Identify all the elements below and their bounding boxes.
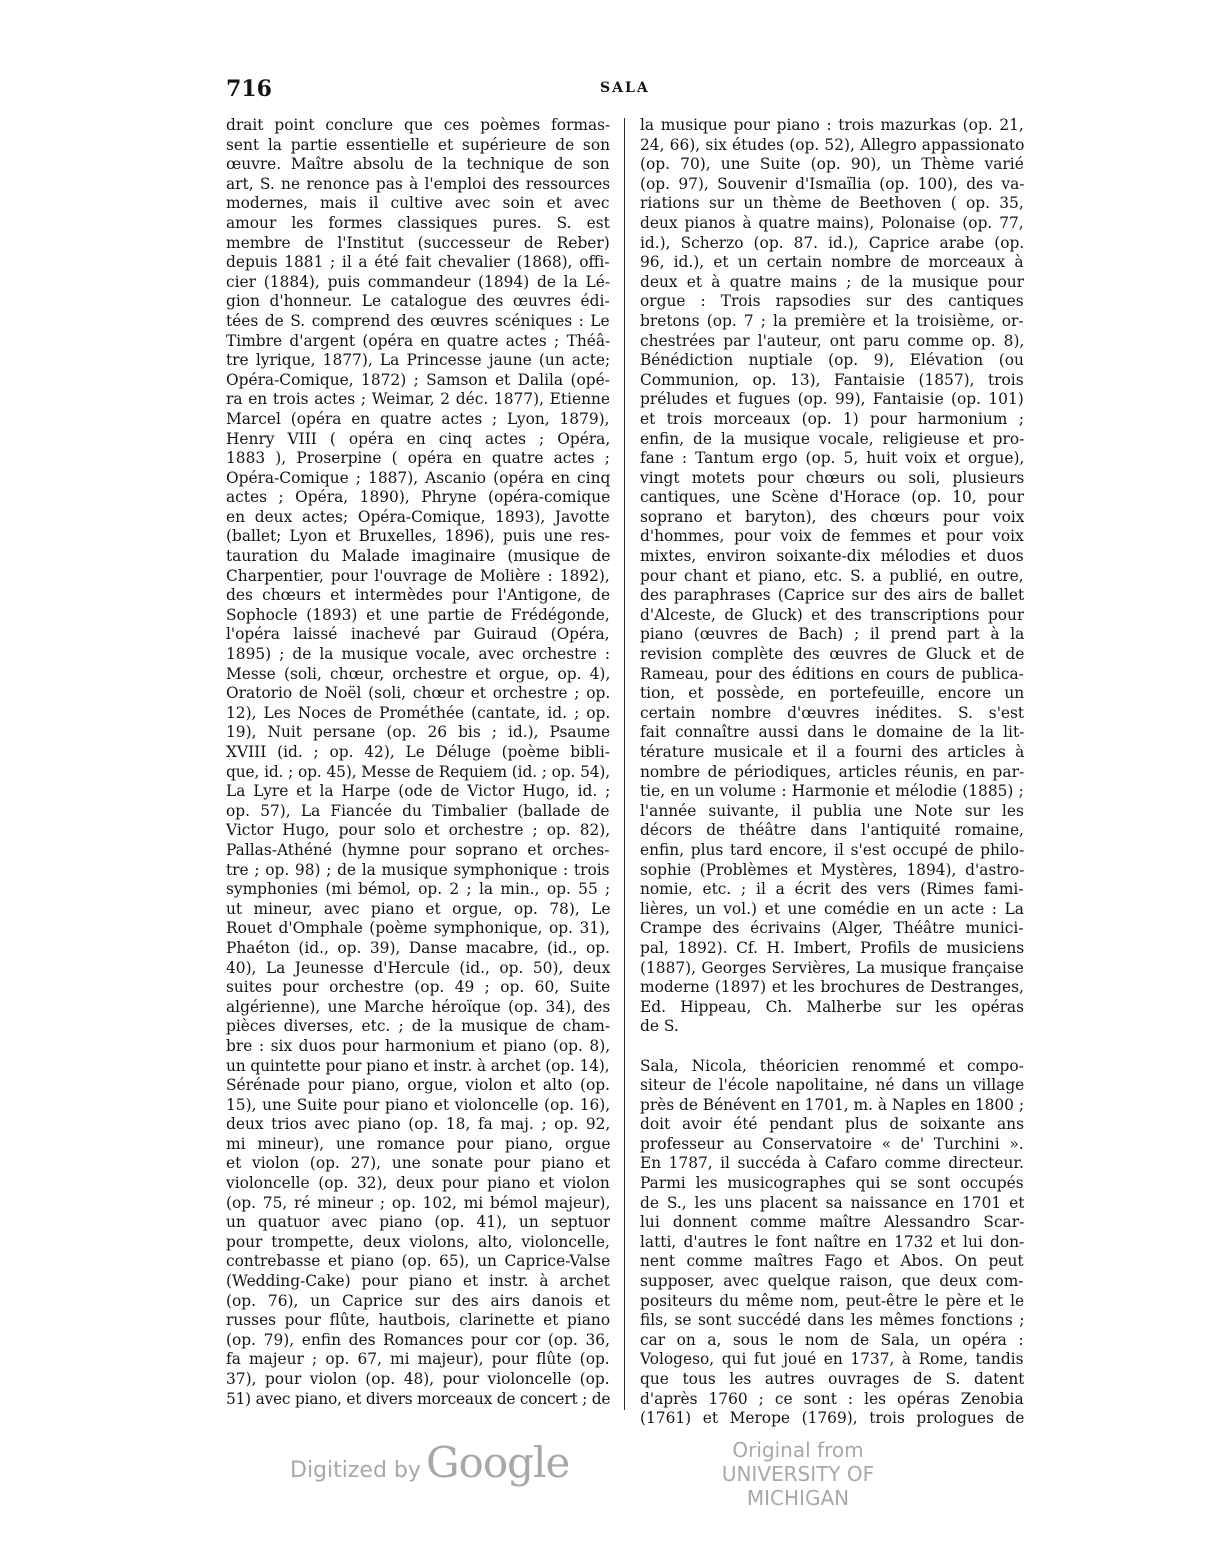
text-line: (op. 79), enfin des Romances pour cor (op. 36, bbox=[226, 1330, 610, 1349]
text-line: bretons (op. 7 ; la première et la troisième, or- bbox=[640, 311, 1024, 330]
text-line: l'opéra laissé inachevé par Guiraud (Opéra, bbox=[226, 625, 610, 644]
running-head: SALA bbox=[600, 80, 650, 96]
text-line: XVIII (id. ; op. 42), Le Déluge (poème bibli- bbox=[226, 743, 610, 761]
text-line: Rameau, pour des éditions en cours de publica- bbox=[640, 664, 1024, 683]
text-line: œuvre. Maître absolu de la technique de son bbox=[226, 155, 610, 174]
text-line: symphonies (mi bémol, op. 2 ; la min., op. 55 ; bbox=[226, 880, 610, 899]
text-line: moderne (1897) et les brochures de Destranges, bbox=[640, 978, 1024, 997]
text-line: (1887), Georges Servières, La musique française bbox=[640, 958, 1024, 977]
text-line: car on a, sous le nom de Sala, un opéra : bbox=[640, 1330, 1024, 1349]
text-line: Ed. Hippeau, Ch. Malherbe sur les opéras bbox=[640, 997, 1024, 1016]
text-line: Victor Hugo, pour solo et orchestre ; op. 82), bbox=[226, 821, 610, 840]
text-line: 40), La Jeunesse d'Hercule (id., op. 50), deux bbox=[226, 958, 610, 977]
text-line: Charpentier, pour l'ouvrage de Molière : 1892), bbox=[226, 566, 610, 585]
text-line: tion, et possède, en portefeuille, encore un bbox=[640, 684, 1024, 703]
text-line: mixtes, environ soixante-dix mélodies et duos bbox=[640, 547, 1024, 566]
text-line: 96, id.), et un certain nombre de morceaux à bbox=[640, 253, 1024, 272]
text-line: fait connaître aussi dans le domaine de la lit- bbox=[640, 723, 1024, 742]
university-label: UNIVERSITY OF MICHIGAN bbox=[721, 1462, 875, 1510]
text-line: en deux actes; Opéra-Comique, 1893), Javotte bbox=[226, 507, 610, 526]
text-line: modernes, mais il cultive avec soin et avec bbox=[226, 194, 610, 213]
text-line: (Wedding-Cake) pour piano et instr. à archet bbox=[226, 1272, 610, 1291]
text-line: (op. 70), une Suite (op. 90), un Thème varié bbox=[640, 155, 1024, 174]
text-line: des chœurs et intermèdes pour l'Antigone, de bbox=[226, 586, 610, 605]
text-line: sophie (Problèmes et Mystères, 1894), d'astro- bbox=[640, 860, 1024, 879]
text-line: (op. 75, ré mineur ; op. 102, mi bémol majeur), bbox=[226, 1193, 610, 1212]
text-line: tie, en un volume : Harmonie et mélodie (1885) ; bbox=[640, 782, 1024, 801]
text-line: pal, 1892). Cf. H. Imbert, Profils de musiciens bbox=[640, 938, 1024, 957]
text-line: supposer, avec quelque raison, que deux com- bbox=[640, 1272, 1024, 1291]
text-line: depuis 1881 ; il a été fait chevalier (1868), offi- bbox=[226, 253, 610, 272]
text-line: russes pour flûte, hautbois, clarinette et piano bbox=[226, 1311, 610, 1330]
text-line: d'Alceste, de Gluck) et des transcriptions pour bbox=[640, 605, 1024, 624]
text-line: tre lyrique, 1877), La Princesse jaune (un acte; bbox=[226, 351, 610, 370]
text-line: revision complète des œuvres de Gluck et de bbox=[640, 645, 1024, 664]
text-line: siteur de l'école napolitaine, né dans un village bbox=[640, 1076, 1024, 1095]
text-line: amour les formes classiques pures. S. est bbox=[226, 213, 610, 232]
text-line: suites pour orchestre (op. 49 ; op. 60, Suite bbox=[226, 978, 610, 997]
text-line: cier (1884), puis commandeur (1894) de la Lé- bbox=[226, 272, 610, 291]
text-line: id.), Scherzo (op. 87. id.), Caprice arabe (op. bbox=[640, 233, 1024, 252]
text-line: gion d'honneur. Le catalogue des œuvres édi- bbox=[226, 292, 610, 311]
text-line: certain nombre d'œuvres inédites. S. s'est bbox=[640, 703, 1024, 722]
text-line: algérienne), une Marche héroïque (op. 34), des bbox=[226, 997, 610, 1016]
text-line: ra en trois actes ; Weimar, 2 déc. 1877), Etienne bbox=[226, 390, 610, 409]
text-line: tées de S. comprend des œuvres scéniques : Le bbox=[226, 311, 610, 330]
text-line: professeur au Conservatoire « de' Turchini ». bbox=[640, 1134, 1024, 1153]
text-line: d'hommes, pour voix de femmes et pour voix bbox=[640, 527, 1024, 546]
text-line: latti, d'autres le font naître en 1732 et lui don- bbox=[640, 1232, 1024, 1251]
right-column bbox=[640, 116, 1024, 1429]
text-line: deux pianos à quatre mains), Polonaise (op. 77, bbox=[640, 213, 1024, 232]
text-line: Opéra-Comique ; 1887), Ascanio (opéra en cinq bbox=[226, 468, 610, 487]
text-line: actes ; Opéra, 1890), Phryne (opéra-comique bbox=[226, 488, 610, 507]
text-line: et trois morceaux (op. 1) pour harmonium ; bbox=[640, 409, 1024, 428]
text-line: La Lyre et la Harpe (ode de Victor Hugo, id. ; bbox=[226, 782, 610, 801]
text-line: lières, un vol.) et une comédie en un acte : La bbox=[640, 899, 1024, 918]
text-line: 12), Les Noces de Prométhée (cantate, id. ; op. bbox=[226, 703, 610, 722]
text-line: op. 57), La Fiancée du Timbalier (ballade de bbox=[226, 801, 610, 820]
text-line: préludes et fugues (op. 99), Fantaisie (op. 101) bbox=[640, 390, 1024, 409]
text-line: bre : six duos pour harmonium et piano (op. 8), bbox=[226, 1036, 610, 1055]
text-line: soprano et baryton), des chœurs pour voix bbox=[640, 507, 1024, 526]
text-line: Sala, Nicola, théoricien renommé et compo- bbox=[640, 1056, 1024, 1075]
text-line: Oratorio de Noël (soli, chœur et orchestre ; op. bbox=[226, 684, 610, 703]
text-line: Messe (soli, chœur, orchestre et orgue, op. 4), bbox=[226, 664, 610, 683]
text-line: fa majeur ; op. 67, mi majeur), pour flûte (op. bbox=[226, 1350, 610, 1369]
original-source-watermark bbox=[668, 1438, 928, 1510]
column-divider bbox=[624, 118, 625, 1410]
text-line: (ballet; Lyon et Bruxelles, 1896), puis une res- bbox=[226, 527, 610, 546]
text-line: de S., les uns placent sa naissance en 1701 et bbox=[640, 1193, 1024, 1212]
text-line: contrebasse et piano (op. 65), un Caprice-Valse bbox=[226, 1252, 610, 1271]
text-line: vingt motets pour chœurs ou soli, plusieurs bbox=[640, 468, 1024, 487]
text-line: Vologeso, qui fut joué en 1737, à Rome, tandis bbox=[640, 1350, 1024, 1369]
text-line: pour chant et piano, etc. S. a publié, en outre, bbox=[640, 566, 1024, 585]
text-line: (1761) et Merope (1769), trois prologues de bbox=[640, 1409, 1024, 1428]
text-line: Sérénade pour piano, orgue, violon et alto (op. bbox=[226, 1076, 610, 1095]
text-line: drait point conclure que ces poèmes formas- bbox=[226, 116, 610, 134]
text-line: tre ; op. 98) ; de la musique symphonique : trois bbox=[226, 860, 610, 879]
text-line: violoncelle (op. 32), deux pour piano et violon bbox=[226, 1174, 610, 1193]
text-line: Henry VIII ( opéra en cinq actes ; Opéra, bbox=[226, 429, 610, 448]
text-line: art, S. ne renonce pas à l'emploi des ressources bbox=[226, 174, 610, 193]
text-line: enfin, de la musique vocale, religieuse et pro- bbox=[640, 429, 1024, 448]
text-line: ut mineur, avec piano et orgue, op. 78), Le bbox=[226, 899, 610, 918]
text-line: positeurs du même nom, peut-être le père et le bbox=[640, 1291, 1024, 1310]
text-line: Timbre d'argent (opéra en quatre actes ; Théâ- bbox=[226, 331, 610, 350]
text-line: Communion, op. 13), Fantaisie (1857), trois bbox=[640, 370, 1024, 389]
text-line: tauration du Malade imaginaire (musique de bbox=[226, 547, 610, 566]
text-line: décors de théâtre dans l'antiquité romaine, bbox=[640, 821, 1024, 840]
google-logo: Google bbox=[426, 1438, 570, 1487]
text-line: Phaéton (id., op. 39), Danse macabre, (id., op. bbox=[226, 938, 610, 957]
text-line: Parmi les musicographes qui se sont occupés bbox=[640, 1174, 1024, 1193]
text-line: 15), une Suite pour piano et violoncelle (op. 16), bbox=[226, 1095, 610, 1114]
text-line: enfin, plus tard encore, il s'est occupé de philo- bbox=[640, 840, 1024, 859]
text-line: nent comme maîtres Fago et Abos. On peut bbox=[640, 1252, 1024, 1271]
text-line: un quatuor avec piano (op. 41), un septuor bbox=[226, 1213, 610, 1232]
text-line: fane : Tantum ergo (op. 5, huit voix et orgue), bbox=[640, 449, 1024, 468]
original-from-label: Original from bbox=[732, 1438, 864, 1462]
text-line: nomie, etc. ; il a écrit des vers (Rimes fami- bbox=[640, 880, 1024, 899]
text-line: de S. bbox=[640, 1017, 679, 1036]
text-line: (op. 97), Souvenir d'Ismaïlia (op. 100), des va- bbox=[640, 174, 1024, 193]
text-line: pièces diverses, etc. ; de la musique de cham- bbox=[226, 1017, 610, 1036]
digitized-by-watermark bbox=[290, 1438, 590, 1487]
text-line: membre de l'Institut (successeur de Reber) bbox=[226, 233, 610, 252]
text-line: piano (œuvres de Bach) ; il prend part à la bbox=[640, 625, 1024, 644]
text-line: (op. 76), un Caprice sur des airs danois et bbox=[226, 1291, 610, 1310]
text-line: 24, 66), six études (op. 52), Allegro appassionato bbox=[640, 135, 1024, 154]
text-line: Marcel (opéra en quatre actes ; Lyon, 1879), bbox=[226, 409, 610, 428]
text-line: Opéra-Comique, 1872) ; Samson et Dalila (opé- bbox=[226, 370, 610, 389]
page-number: 716 bbox=[226, 76, 272, 102]
text-line: 37), pour violon (op. 48), pour violoncelle (op. bbox=[226, 1370, 610, 1388]
text-line: près de Bénévent en 1701, m. à Naples en 1800 ; bbox=[640, 1095, 1024, 1114]
text-line: que, id. ; op. 45), Messe de Requiem (id. ; op. 54), bbox=[226, 762, 610, 781]
text-line: riations sur un thème de Beethoven ( op. 35, bbox=[640, 194, 1024, 213]
text-line: Crampe des écrivains (Alger, Théâtre munici- bbox=[640, 919, 1024, 938]
text-line: et violon (op. 27), une sonate pour piano et bbox=[226, 1154, 610, 1173]
text-line: pour trompette, deux violons, alto, violoncelle, bbox=[226, 1232, 610, 1251]
text-line: des paraphrases (Caprice sur des airs de ballet bbox=[640, 586, 1024, 605]
text-line: 19), Nuit persane (op. 26 bis ; id.), Psaume bbox=[226, 723, 610, 742]
text-line: térature musicale et il a fourni des articles à bbox=[640, 743, 1024, 761]
text-line: orgue : Trois rapsodies sur des cantiques bbox=[640, 292, 1024, 311]
text-line bbox=[640, 1037, 1024, 1057]
text-line: Bénédiction nuptiale (op. 9), Elévation (ou bbox=[640, 351, 1024, 370]
digitized-by-label: Digitized by bbox=[290, 1458, 421, 1483]
text-line: doit avoir été pendant plus de soixante ans bbox=[640, 1115, 1024, 1134]
text-line: deux et à quatre mains ; de la musique pour bbox=[640, 272, 1024, 291]
text-line: mi mineur), une romance pour piano, orgue bbox=[226, 1134, 610, 1153]
text-line: cantiques, une Scène d'Horace (op. 10, pour bbox=[640, 488, 1024, 507]
text-line: lui donnent comme maître Alessandro Scar- bbox=[640, 1213, 1024, 1232]
text-line: En 1787, il succéda à Cafaro comme directeur. bbox=[640, 1154, 1024, 1173]
text-line: deux trios avec piano (op. 18, fa maj. ; op. 92, bbox=[226, 1115, 610, 1134]
text-line: 1895) ; de la musique vocale, avec orchestre : bbox=[226, 645, 610, 664]
text-line: fils, se sont succédé dans les mêmes fonctions ; bbox=[640, 1311, 1024, 1330]
text-line: que tous les autres ouvrages de S. datent bbox=[640, 1370, 1024, 1388]
text-line: d'après 1760 ; ce sont : les opéras Zenobia bbox=[640, 1389, 1024, 1408]
text-line: la musique pour piano : trois mazurkas (op. 21, bbox=[640, 116, 1024, 134]
text-line: 1883 ), Proserpine ( opéra en quatre actes ; bbox=[226, 449, 610, 468]
text-line: Pallas-Athéné (hymne pour soprano et orches- bbox=[226, 840, 610, 859]
text-line: 51) avec piano, et divers morceaux de concert ; de bbox=[226, 1389, 610, 1408]
text-line: Sophocle (1893) et une partie de Frédégonde, bbox=[226, 605, 610, 624]
text-line: nombre de périodiques, articles réunis, en par- bbox=[640, 762, 1024, 781]
left-column bbox=[226, 116, 610, 1409]
text-line: chestrées par l'auteur, ont paru comme op. 8), bbox=[640, 331, 1024, 350]
text-line: sent la partie essentielle et supérieure de son bbox=[226, 135, 610, 154]
text-line: un quintette pour piano et instr. à archet (op. 14), bbox=[226, 1056, 610, 1075]
text-line: l'année suivante, il publia une Note sur les bbox=[640, 801, 1024, 820]
text-line: Rouet d'Omphale (poème symphonique, op. 31), bbox=[226, 919, 610, 938]
